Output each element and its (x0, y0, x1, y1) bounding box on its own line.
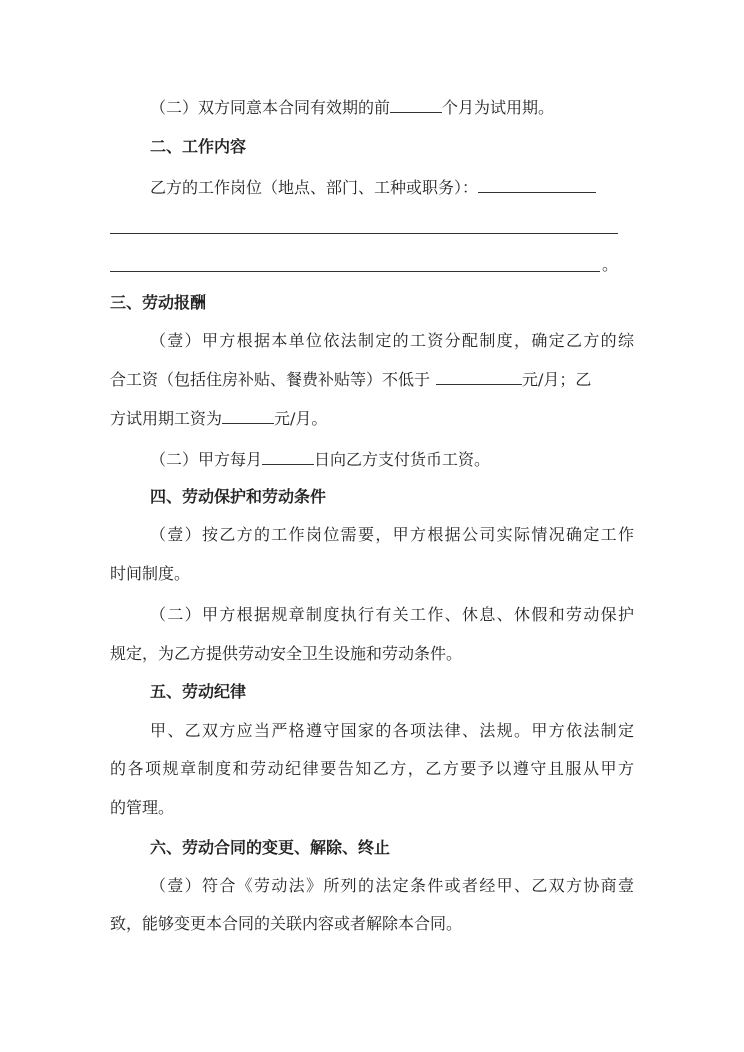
paragraph (110, 407, 327, 430)
paragraph: 时间制度。 (110, 564, 191, 583)
job-position-label (150, 176, 596, 199)
text: （二）双方同意本合同有效期的前 (150, 98, 391, 117)
job-position-blank (478, 176, 596, 193)
probation-salary-blank (222, 407, 274, 424)
paragraph: （二）甲方根据规章制度执行有关工作、休息、休假和劳动保护 (150, 605, 634, 624)
paragraph: （壹）甲方根据本单位依法制定的工资分配制度，确定乙方的综 (150, 331, 634, 350)
job-position-blank-line-2 (110, 233, 618, 234)
probation-clause (150, 96, 554, 119)
text: 元/月。 (274, 409, 328, 428)
text: 合工资（包括住房补贴、餐费补贴等）不低于 (110, 370, 431, 389)
paragraph: 甲、乙双方应当严格遵守国家的各项法律、法规。甲方依法制定 (150, 721, 634, 740)
paragraph: 规定，为乙方提供劳动安全卫生设施和劳动条件。 (110, 644, 463, 663)
job-position-blank-line-3 (110, 271, 600, 272)
salary-blank (436, 368, 522, 385)
pay-day-blank (262, 448, 314, 465)
text: 。 (602, 255, 619, 274)
section-heading-labor-discipline: 五、劳动纪律 (150, 682, 247, 701)
paragraph: （壹）按乙方的工作岗位需要，甲方根据公司实际情况确定工作 (150, 525, 634, 544)
paragraph: （壹）符合《劳动法》所列的法定条件或者经甲、乙双方协商壹 (150, 876, 634, 895)
section-heading-contract-change: 六、劳动合同的变更、解除、终止 (150, 838, 391, 857)
section-heading-remuneration: 三、劳动报酬 (110, 293, 207, 312)
paragraph (150, 448, 490, 471)
paragraph (110, 368, 591, 391)
probation-months-blank (390, 96, 442, 113)
paragraph: 的管理。 (110, 798, 175, 817)
text: （二）甲方每月 (150, 450, 263, 469)
section-heading-labor-protection: 四、劳动保护和劳动条件 (150, 487, 327, 506)
text: 乙方的工作岗位（地点、部门、工种或职务）： (150, 178, 479, 197)
paragraph: 的各项规章制度和劳动纪律要告知乙方，乙方要予以遵守且服从甲方 (110, 759, 634, 778)
text: 日向乙方支付货币工资。 (314, 450, 491, 469)
text: 元/月；乙 (522, 370, 592, 389)
section-heading-work-content: 二、工作内容 (150, 137, 247, 156)
paragraph: 致，能够变更本合同的关联内容或者解除本合同。 (110, 914, 463, 933)
text: 方试用期工资为 (110, 409, 223, 428)
text: 个月为试用期。 (442, 98, 555, 117)
